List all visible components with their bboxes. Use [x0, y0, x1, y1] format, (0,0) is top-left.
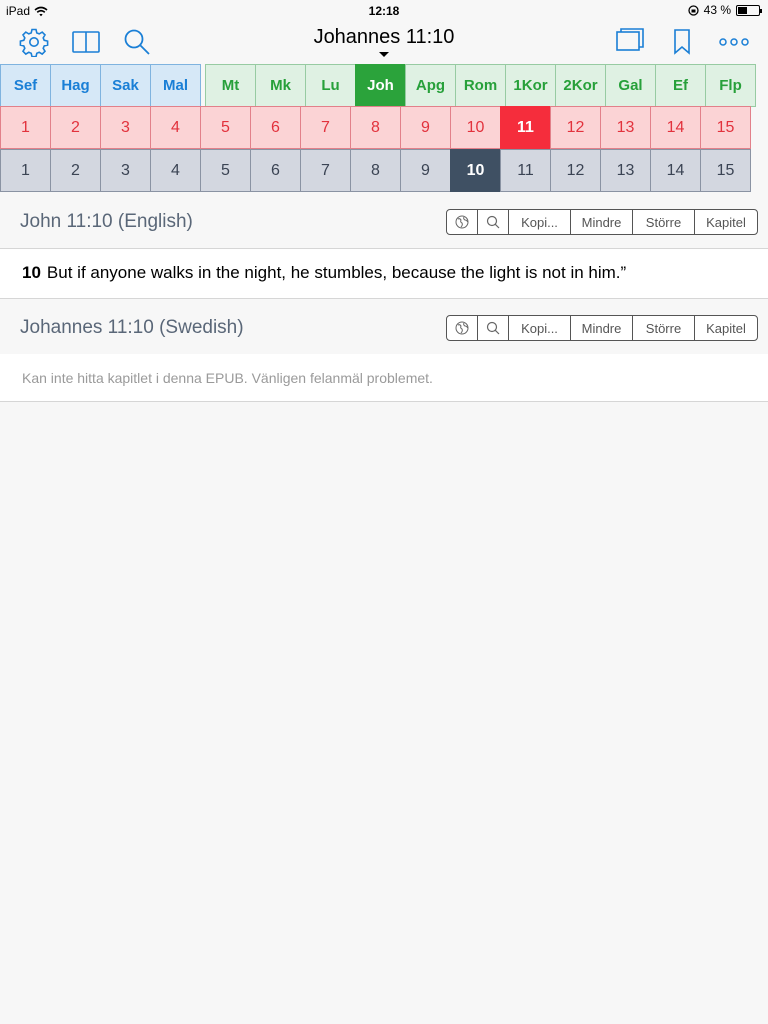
swedish-smaller-button[interactable]: Mindre [571, 316, 633, 340]
search-icon [486, 321, 500, 335]
chapter-tab-12[interactable]: 12 [550, 106, 601, 149]
chapter-tab-10[interactable]: 10 [450, 106, 501, 149]
device-label: iPad [6, 4, 31, 18]
verse-tab-13[interactable]: 13 [600, 149, 651, 192]
search-button[interactable] [121, 26, 153, 58]
swedish-toolbar [446, 315, 758, 341]
book-tab-sak[interactable]: Sak [100, 64, 151, 107]
battery-percent: 43 % [703, 3, 731, 17]
book-tab-mal[interactable]: Mal [150, 64, 201, 107]
verse-tab-2[interactable]: 2 [50, 149, 101, 192]
reference-title[interactable] [234, 26, 534, 49]
swedish-section-header [0, 299, 768, 355]
book-selector [0, 64, 768, 107]
book-tab-flp[interactable]: Flp [705, 64, 756, 107]
chapter-tab-9[interactable]: 9 [400, 106, 451, 149]
book-tab-lu[interactable]: Lu [305, 64, 356, 107]
book-tab-ef[interactable]: Ef [655, 64, 706, 107]
status-time: 12:18 [368, 4, 400, 18]
book-open-icon [71, 29, 101, 55]
status-bar [0, 0, 768, 20]
chapter-selector [0, 106, 768, 149]
chapter-tab-6[interactable]: 6 [250, 106, 301, 149]
window-stack-icon [615, 28, 645, 56]
english-section-header [0, 193, 768, 249]
book-tab-2kor[interactable]: 2Kor [555, 64, 606, 107]
book-tab-rom[interactable]: Rom [455, 64, 506, 107]
book-tab-mk[interactable]: Mk [255, 64, 306, 107]
swedish-section-title: Johannes 11:10 (Swedish) [20, 317, 244, 338]
verse-selector [0, 149, 768, 192]
english-toolbar [446, 209, 758, 235]
verse-tab-3[interactable]: 3 [100, 149, 151, 192]
chapter-tab-5[interactable]: 5 [200, 106, 251, 149]
settings-button[interactable] [18, 26, 50, 58]
book-tab-1kor[interactable]: 1Kor [505, 64, 556, 107]
verse-tab-4[interactable]: 4 [150, 149, 201, 192]
chapter-tab-4[interactable]: 4 [150, 106, 201, 149]
verse-tab-11[interactable]: 11 [500, 149, 551, 192]
chapter-tab-11[interactable]: 11 [500, 106, 551, 149]
verse-tab-14[interactable]: 14 [650, 149, 701, 192]
english-copy-button[interactable]: Kopi... [509, 210, 571, 234]
chapter-tab-3[interactable]: 3 [100, 106, 151, 149]
caret-down-icon [379, 52, 389, 57]
chapter-tab-8[interactable]: 8 [350, 106, 401, 149]
chapter-tab-7[interactable]: 7 [300, 106, 351, 149]
swedish-search-button[interactable] [478, 316, 509, 340]
battery-icon [736, 5, 760, 16]
chapter-tab-2[interactable]: 2 [50, 106, 101, 149]
verse-tab-15[interactable]: 15 [700, 149, 751, 192]
book-tab-gal[interactable]: Gal [605, 64, 656, 107]
verse-content: But if anyone walks in the night, he stumbles, because the light is not in him.” [46, 263, 627, 282]
english-section-title: John 11:10 (English) [20, 211, 193, 232]
book-tab-joh[interactable]: Joh [355, 64, 406, 107]
english-search-button[interactable] [478, 210, 509, 234]
verse-number: 10 [22, 263, 41, 282]
globe-icon [455, 321, 469, 335]
swedish-chapter-button[interactable]: Kapitel [706, 320, 746, 336]
verse-tab-6[interactable]: 6 [250, 149, 301, 192]
swedish-larger-button[interactable]: Större [633, 316, 695, 340]
reference-title-text: Johannes 11:10 [313, 26, 455, 48]
more-icon [718, 37, 750, 47]
battery-fill [738, 7, 747, 14]
book-tab-apg[interactable]: Apg [405, 64, 456, 107]
english-larger-button[interactable]: Större [633, 210, 695, 234]
status-right [688, 3, 760, 17]
verse-tab-8[interactable]: 8 [350, 149, 401, 192]
chapter-tab-14[interactable]: 14 [650, 106, 701, 149]
search-icon [486, 215, 500, 229]
swedish-web-button[interactable] [447, 316, 478, 340]
globe-icon [455, 215, 469, 229]
gear-icon [19, 27, 49, 57]
library-button[interactable] [70, 26, 102, 58]
english-verse-text [0, 249, 768, 299]
rotation-lock-icon [688, 5, 699, 16]
navigation-bar [0, 20, 768, 64]
swedish-error-message: Kan inte hitta kapitlet i denna EPUB. Vänligen felanmäl problemet. [0, 354, 768, 402]
chapter-tab-1[interactable]: 1 [0, 106, 51, 149]
verse-tab-9[interactable]: 9 [400, 149, 451, 192]
more-button[interactable] [718, 26, 750, 58]
parallel-view-button[interactable] [614, 26, 646, 58]
english-web-button[interactable] [447, 210, 478, 234]
chapter-tab-15[interactable]: 15 [700, 106, 751, 149]
bookmark-icon [673, 28, 691, 56]
english-smaller-button[interactable]: Mindre [571, 210, 633, 234]
book-tab-sef[interactable]: Sef [0, 64, 51, 107]
search-icon [122, 27, 152, 57]
verse-tab-12[interactable]: 12 [550, 149, 601, 192]
bookmark-button[interactable] [666, 26, 698, 58]
verse-tab-1[interactable]: 1 [0, 149, 51, 192]
english-chapter-button[interactable]: Kapitel [706, 214, 746, 230]
book-tab-hag[interactable]: Hag [50, 64, 101, 107]
swedish-copy-button[interactable]: Kopi... [509, 316, 571, 340]
verse-tab-10[interactable]: 10 [450, 149, 501, 192]
verse-tab-5[interactable]: 5 [200, 149, 251, 192]
verse-tab-7[interactable]: 7 [300, 149, 351, 192]
book-tab-mt[interactable]: Mt [205, 64, 256, 107]
chapter-tab-13[interactable]: 13 [600, 106, 651, 149]
